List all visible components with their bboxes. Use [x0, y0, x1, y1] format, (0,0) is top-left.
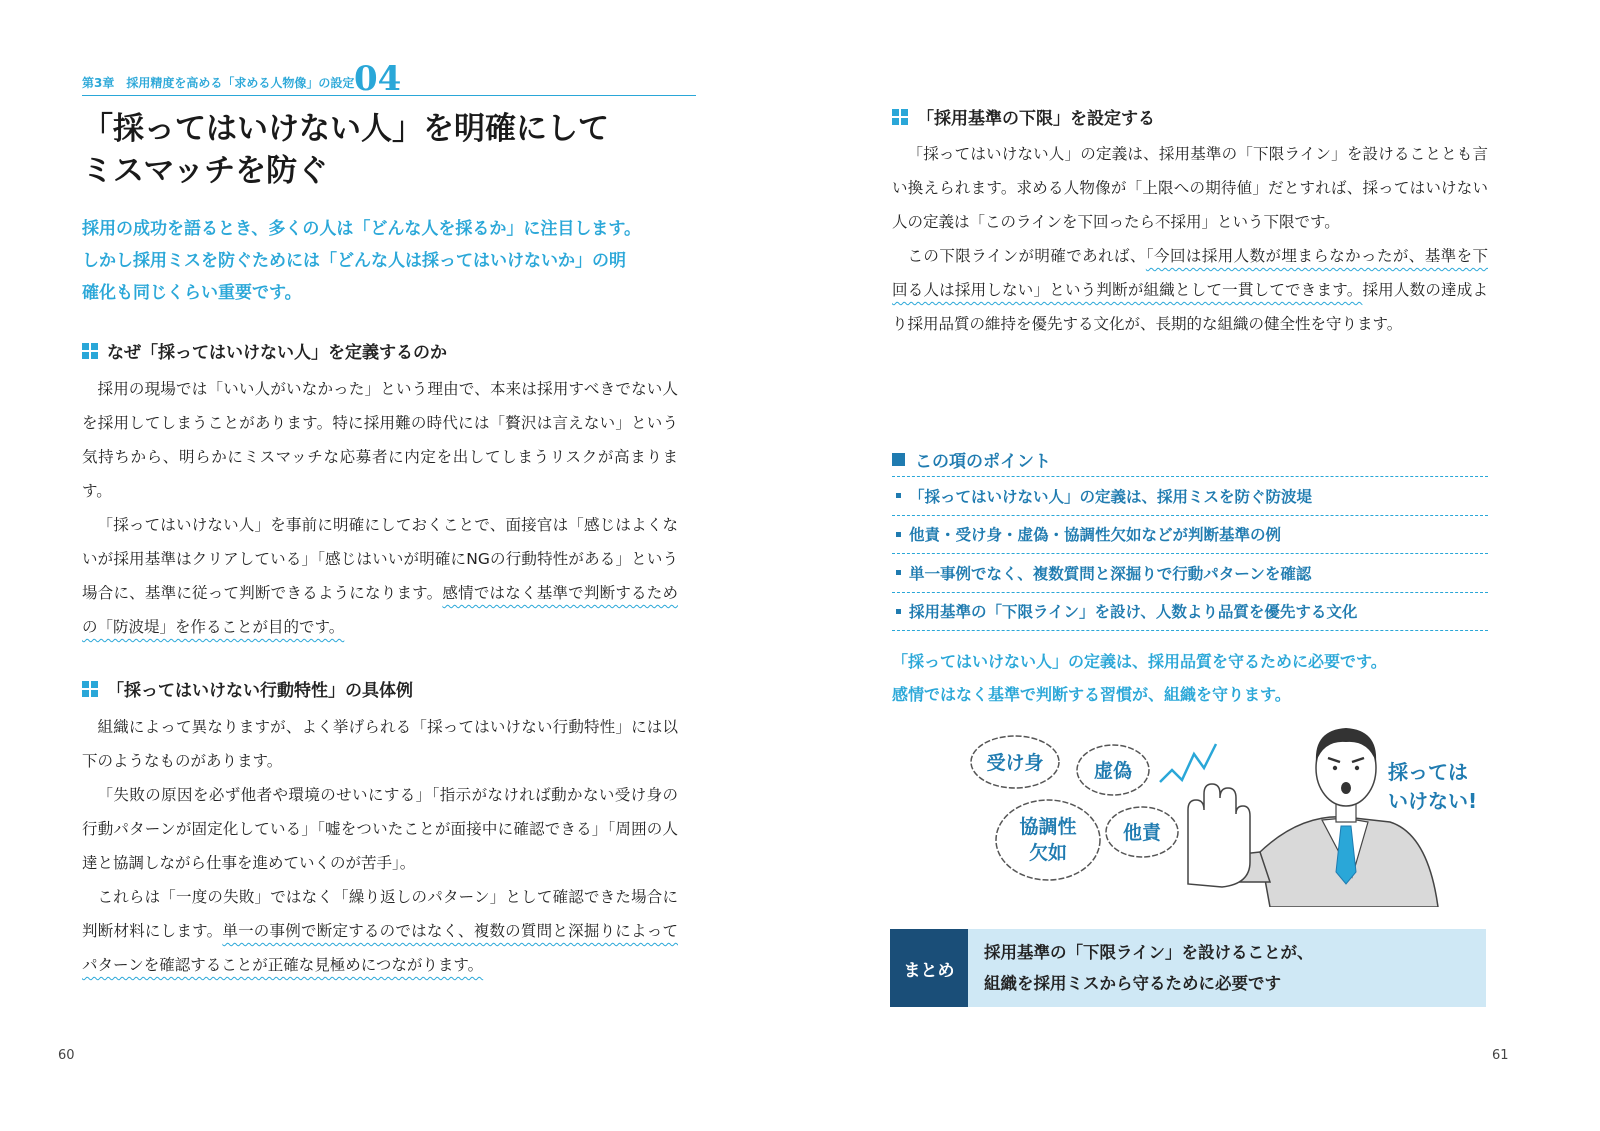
summary-body [968, 929, 1486, 1007]
section-heading-text: 「採ってはいけない行動特性」の具体例 [107, 681, 413, 701]
section-heading-text: 「採用基準の下限」を設定する [917, 109, 1155, 129]
body-paragraph: 「採ってはいけない人」の定義は、採用基準の「下限ライン」を設けることとも言い換えられます。求める人物像が「上限への期待値」だとすれば、採ってはいけない人の定義は「このラインを下回ったら不採用」という下限です。 [892, 145, 1488, 231]
body-text: 「採ってはいけない人」を事前に明確にしておくことで、面接官は「感じはよくないが採用基準はクリアしている」「感じはいいが明確にNGの行動特性がある」という場合に、基準に従って判断できるようになります。 [82, 516, 678, 602]
chapter-number: 04 [354, 59, 402, 99]
point-text: 「採ってはいけない人」の定義は、採用ミスを防ぐ防波堤 [909, 487, 1313, 506]
businessman-icon [1188, 728, 1438, 907]
body-text: 採用人数の達成より採用品質の維持を優先する文化が、長期的な組織の健全性を守ります。 [892, 281, 1488, 333]
page-number-left: 60 [58, 1048, 75, 1063]
summary-line: 組織を採用ミスから守るために必要です [984, 974, 1281, 993]
page-number-right: 61 [1492, 1048, 1509, 1063]
highlighted-text: 「今回は採用人数が埋まらなかったが、基準を下回る人は採用しない」という判断が組織として一貫してできます。 [892, 247, 1488, 299]
thought-bubble-kyogi [1077, 745, 1149, 795]
point-text: 他責・受け身・虚偽・協調性欠如などが判断基準の例 [909, 526, 1282, 545]
section-heading-examples [82, 676, 413, 701]
points-list-item [892, 554, 1488, 593]
bubble-label: 虚偽 [1093, 760, 1133, 782]
page-title-line2: ミスマッチを防ぐ [82, 153, 329, 189]
callout-line: いけない! [1388, 789, 1478, 813]
points-summary-line: 「採ってはいけない人」の定義は、採用品質を守るために必要です。 [892, 652, 1387, 671]
body-paragraph [82, 508, 678, 644]
right-page [800, 0, 1600, 1131]
point-text: 採用基準の「下限ライン」を設け、人数より品質を優先する文化 [909, 603, 1358, 622]
thought-bubble-ukemi [971, 736, 1059, 788]
square-icon [892, 453, 905, 466]
highlighted-text: 単一の事例で断定するのではなく、複数の質問と深掘りによってパターンを確認することが正確な見極めにつながります。 [82, 922, 678, 974]
points-list [892, 476, 1488, 631]
stop-illustration [960, 722, 1500, 907]
body-paragraph [892, 239, 1488, 341]
page-title [82, 108, 722, 192]
bullet-icon [896, 532, 901, 537]
lead-line: しかし採用ミスを防ぐためには「どんな人は採ってはいけないか」の明 [82, 251, 626, 271]
body-text: これらは「一度の失敗」ではなく「繰り返しのパターン」として確認できた場合に判断材料にします。 [82, 888, 678, 940]
summary-line: 採用基準の「下限ライン」を設けることが、 [984, 943, 1314, 962]
section-heading-lower-limit [892, 104, 1155, 129]
grid-square-icon [892, 109, 908, 125]
points-list-item [892, 593, 1488, 632]
page-title-line1: 「採ってはいけない人」を明確にして [82, 111, 609, 147]
lead-line: 確化も同じくらい重要です。 [82, 283, 302, 303]
point-text: 単一事例でなく、複数質問と深掘りで行動パターンを確認 [909, 564, 1312, 583]
section-body-why [82, 372, 678, 644]
summary-tag: まとめ [890, 929, 968, 1007]
bubble-label: 受け身 [986, 752, 1044, 774]
section-body-examples [82, 710, 678, 982]
body-paragraph: 「失敗の原因を必ず他者や環境のせいにする」「指示がなければ動かない受け身の行動パターンが固定化している」「嘘をついたことが面接中に確認できる」「周囲の人達と協調しながら仕事を進めていくのが苦手」。 [82, 786, 678, 872]
lead-paragraph [82, 213, 722, 309]
bullet-icon [896, 570, 901, 575]
grid-square-icon [82, 343, 98, 359]
points-heading [892, 447, 1051, 472]
chapter-header [82, 58, 696, 99]
body-paragraph: 組織によって異なりますが、よく挙げられる「採ってはいけない行動特性」には以下のようなものがあります。 [82, 718, 678, 770]
bubble-label: 他責 [1122, 822, 1162, 844]
bubble-label: 協調性 [1019, 816, 1077, 838]
callout-line: 採っては [1388, 760, 1468, 784]
grid-square-icon [82, 681, 98, 697]
emphasis-lines-icon [1160, 744, 1216, 782]
body-text: この下限ラインが明確であれば、 [907, 247, 1146, 265]
bullet-icon [896, 609, 901, 614]
summary-box [890, 929, 1486, 1007]
points-summary-line: 感情ではなく基準で判断する習慣が、組織を守ります。 [892, 685, 1291, 704]
bullet-icon [896, 493, 901, 498]
chapter-label: 第3章 採用精度を高める「求める人物像」の設定 [82, 76, 355, 90]
thought-bubble-taseki [1106, 807, 1178, 857]
points-heading-text: この項のポイント [915, 452, 1051, 472]
points-list-item [892, 477, 1488, 516]
points-summary [892, 645, 1502, 711]
section-heading-text: なぜ「採ってはいけない人」を定義するのか [107, 343, 447, 363]
points-list-item [892, 516, 1488, 555]
body-paragraph [82, 880, 678, 982]
bubble-label: 欠如 [1028, 842, 1068, 864]
body-paragraph: 採用の現場では「いい人がいなかった」という理由で、本来は採用すべきでない人を採用してしまうことがあります。特に採用難の時代には「贅沢は言えない」という気持ちから、明らかにミスマッチな応募者に内定を出してしまうリスクが高まります。 [82, 380, 678, 500]
section-body-lower-limit [892, 137, 1488, 341]
section-heading-why [82, 338, 447, 363]
lead-line: 採用の成功を語るとき、多くの人は「どんな人を採るか」に注目します。 [82, 219, 641, 239]
highlighted-text: 感情ではなく基準で判断するための「防波堤」を作ることが目的です。 [82, 584, 678, 636]
thought-bubble-kyochosei [996, 800, 1100, 880]
